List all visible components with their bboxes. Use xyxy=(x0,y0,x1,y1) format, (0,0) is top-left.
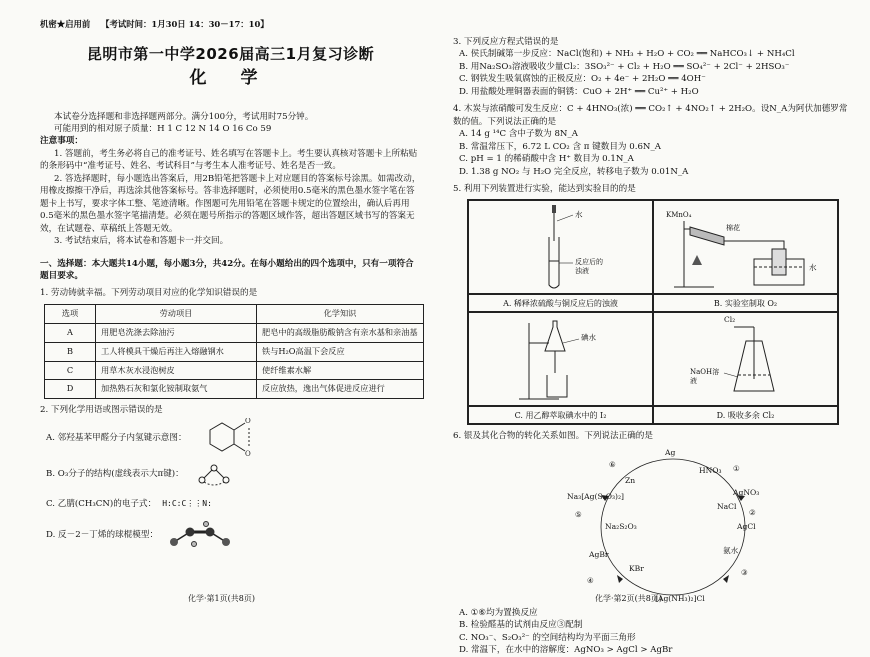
step-3: ③ xyxy=(741,567,748,577)
header-row xyxy=(40,18,421,30)
table-row xyxy=(45,380,424,399)
q3-option-a: A. 侯氏制碱第一步反应：NaCl(饱和) + NH₃ + H₂O + CO₂ ══ NaHCO₃↓ + NH₄Cl xyxy=(459,49,795,60)
q3-option-b: B. 用Na₂SO₃溶液吸收少量Cl₂：3SO₃²⁻ + Cl₂ + H₂O ══ SO₄²⁻ + 2Cl⁻ + 2HSO₃⁻ xyxy=(459,61,790,72)
q1-cell: 加热熟石灰和氯化铵制取氨气 xyxy=(96,380,257,399)
step-4: ④ xyxy=(587,575,594,585)
apparatus-d xyxy=(653,312,838,406)
caption-c: C. 用乙醇萃取碘水中的 I₂ xyxy=(468,406,653,424)
q4-option-b: B. 常温常压下，6.72 L CO₂ 含 π 键数目为 0.6N_A xyxy=(459,141,661,152)
node-agcl: AgCl xyxy=(737,521,756,531)
intro-line1: 本试卷分选择题和非选择题两部分。满分100分，考试用时75分钟。 xyxy=(54,111,314,122)
table-row xyxy=(45,323,424,342)
q3-stem: 3. 下列反应方程式错误的是 xyxy=(453,37,559,47)
silver-cycle-diagram xyxy=(567,445,773,605)
step-5: ⑤ xyxy=(575,509,582,519)
trans-2-butene-ball-stick-model xyxy=(166,520,246,550)
q1-cell: 铁与H₂O高温下会反应 xyxy=(257,342,424,361)
page-footer-left: 化学·第1页(共8页) xyxy=(188,594,255,604)
q6-option-d: D. 常温下，在水中的溶解度：AgNO₃ > AgCl > AgBr xyxy=(459,645,673,656)
q5-stem: 5. 利用下列装置进行实验，能达到实验目的的是 xyxy=(453,183,636,194)
q1-header-option: 选项 xyxy=(45,304,96,323)
label-cotton: 棉花 xyxy=(726,224,740,233)
label-water-b: 水 xyxy=(809,263,817,273)
label-iodine-water: 碘水 xyxy=(581,333,596,343)
svg-text:O: O xyxy=(244,417,251,425)
node-nacl: NaCl xyxy=(717,501,737,511)
acetonitrile-electron-formula: H:C:C⋮⋮N: xyxy=(162,499,212,509)
q6-option-a: A. ①⑥均为置换反应 xyxy=(459,607,538,618)
q1-stem: 1. 劳动铸就幸福。下列劳动项目对应的化学知识错误的是 xyxy=(40,288,258,299)
q1-cell: A xyxy=(45,323,96,342)
node-agno3: AgNO₃ xyxy=(733,487,760,497)
q1-table xyxy=(44,304,424,399)
q4-option-c: C. pH = 1 的稀硝酸中含 H⁺ 数目为 0.1N_A xyxy=(459,154,634,165)
node-zn: Zn xyxy=(625,475,636,485)
exam-time: 【考试时间：1月30日 14：30－17：10】 xyxy=(101,19,269,29)
q1-header-task: 劳动项目 xyxy=(96,304,257,323)
q1-cell: 肥皂中的高级脂肪酸钠含有亲水基和亲油基 xyxy=(257,323,424,342)
label-cl2: Cl₂ xyxy=(724,315,736,325)
step-2: ② xyxy=(749,507,756,517)
step-1: ① xyxy=(733,463,740,473)
node-complex: [Ag(NH₃)₂]Cl xyxy=(655,593,705,603)
section-1-heading: 一、选择题：本大题共14小题，每小题3分，共42分。在每小题给出的四个选项中，只有一项符合题目要求。 xyxy=(40,258,414,282)
q1-cell: 工人将模具干燥后再注入熔融钢水 xyxy=(96,342,257,361)
q1-cell: 用肥皂洗涤去除油污 xyxy=(96,323,257,342)
node-kbr: KBr xyxy=(629,563,644,573)
note-1: 1. 答题前，考生务必将自己的准考证号、姓名填写在答题卡上。考生要认真核对答题卡上所粘贴的条形码中“准考证号、姓名、考试科目”与考生本人准考证号、姓名是否一致。 xyxy=(40,148,418,172)
note-2: 2. 答选择题时，每小题选出答案后，用2B铅笔把答题卡上对应题目的答案标号涂黑。如需改动，用橡皮擦擦干净后，再选涂其他答案标号。答非选择题时，必须使用0.5毫米的黑色墨水签字笔在答题卡上书写，要求字体工整、笔迹清晰。作图题可先用铅笔在答题卡规定的位置绘出，确认后再用0.5毫米的黑色墨水签字笔描清楚。必须在题号所指示的答题区域作答，超出答题区域书写的答案无效，在试题卷、草稿纸上答题无效。 xyxy=(40,173,421,234)
q2-option-b xyxy=(40,459,421,489)
q1-cell: C xyxy=(45,361,96,380)
node-agbr: AgBr xyxy=(589,549,609,559)
caption-b: B. 实验室制取 O₂ xyxy=(653,294,838,312)
q4-stem: 4. 木炭与浓硝酸可发生反应：C + 4HNO₃(浓) ══ CO₂↑ + 4NO₂↑ + 2H₂O。设N_A为阿伏加德罗常数的值。下列说法正确的是 xyxy=(453,104,848,127)
intro-line2: 可能用到的相对原子质量：H 1 C 12 N 14 O 16 Co 59 xyxy=(54,124,272,135)
q2-stem: 2. 下列化学用语或图示错误的是 xyxy=(40,405,163,416)
label-water-a: 水 xyxy=(575,210,583,220)
secret-label: 机密★启用前 xyxy=(40,19,91,29)
q3-option-c: C. 钢铁发生吸氧腐蚀的正极反应：O₂ + 4e⁻ + 2H₂O ══ 4OH⁻ xyxy=(459,74,706,85)
hydroxybenzaldehyde-structure xyxy=(195,418,255,458)
q2-option-b-text: B. O₃分子的结构(虚线表示大π键)： xyxy=(46,468,184,479)
q3-option-d: D. 用盐酸处理铜器表面的铜锈：CuO + 2H⁺ ══ Cu²⁺ + H₂O xyxy=(459,86,699,97)
notes-title: 注意事项： xyxy=(40,136,83,147)
q1-cell: 使纤维素水解 xyxy=(257,361,424,380)
q2-option-a xyxy=(40,417,421,459)
q6-option-c: C. NO₃⁻、S₂O₃²⁻ 的空间结构均为平面三角形 xyxy=(459,632,636,643)
q1-header-knowledge: 化学知识 xyxy=(257,304,424,323)
q5-apparatus-grid xyxy=(467,199,839,425)
node-na2s2o3: Na₂S₂O₃ xyxy=(605,521,637,531)
page-right xyxy=(435,0,870,656)
table-row xyxy=(45,342,424,361)
q2-option-d xyxy=(40,519,421,551)
apparatus-b xyxy=(653,200,838,294)
apparatus-c xyxy=(468,312,653,406)
caption-d: D. 吸收多余 Cl₂ xyxy=(653,406,838,424)
node-thiosulfate-complex: Na₃[Ag(S₂O₃)₂] xyxy=(567,491,624,501)
node-hno3: HNO₃ xyxy=(699,465,722,475)
label-residue: 反应后的浊液 xyxy=(575,258,603,275)
q1-cell: 用草木灰水浸泡树皮 xyxy=(96,361,257,380)
q2-option-c xyxy=(40,489,421,519)
q6-option-b: B. 检验醛基的试剂由反应③配制 xyxy=(459,620,583,631)
q1-cell: 反应放热，逸出气体促进反应进行 xyxy=(257,380,424,399)
q2-option-a-text: A. 邻羟基苯甲醛分子内氢键示意图： xyxy=(46,432,187,443)
label-naoh: NaOH溶液 xyxy=(690,368,720,385)
ozone-structure xyxy=(192,462,236,486)
q6-stem: 6. 银及其化合物的转化关系如图。下列说法正确的是 xyxy=(453,431,653,442)
exam-title: 昆明市第一中学2026届高三1月复习诊断 xyxy=(86,45,375,64)
svg-text:O: O xyxy=(244,449,251,458)
label-kmno4: KMnO₄ xyxy=(666,211,692,220)
subject-title: 化 学 xyxy=(189,67,272,88)
q4-option-d: D. 1.38 g NO₂ 与 H₂O 完全反应，转移电子数为 0.01N_A xyxy=(459,166,689,177)
page-left xyxy=(0,0,435,611)
q2-option-d-text: D. 反－2－丁烯的球棍模型： xyxy=(46,529,159,540)
page-footer-right: 化学·第2页(共8页) xyxy=(595,594,662,604)
node-ammonia: 氨水 xyxy=(723,545,739,555)
q1-cell: D xyxy=(45,380,96,399)
q4-option-a: A. 14 g ¹⁴C 含中子数为 8N_A xyxy=(459,129,578,140)
note-3: 3. 考试结束后，将本试卷和答题卡一并交回。 xyxy=(54,236,229,247)
q1-cell: B xyxy=(45,342,96,361)
q2-option-c-text: C. 乙腈(CH₃CN)的电子式： xyxy=(46,498,157,509)
caption-a: A. 稀释浓硫酸与铜反应后的浊液 xyxy=(468,294,653,312)
table-row xyxy=(45,361,424,380)
apparatus-a xyxy=(468,200,653,294)
step-6: ⑥ xyxy=(609,459,616,469)
node-ag: Ag xyxy=(665,447,676,457)
